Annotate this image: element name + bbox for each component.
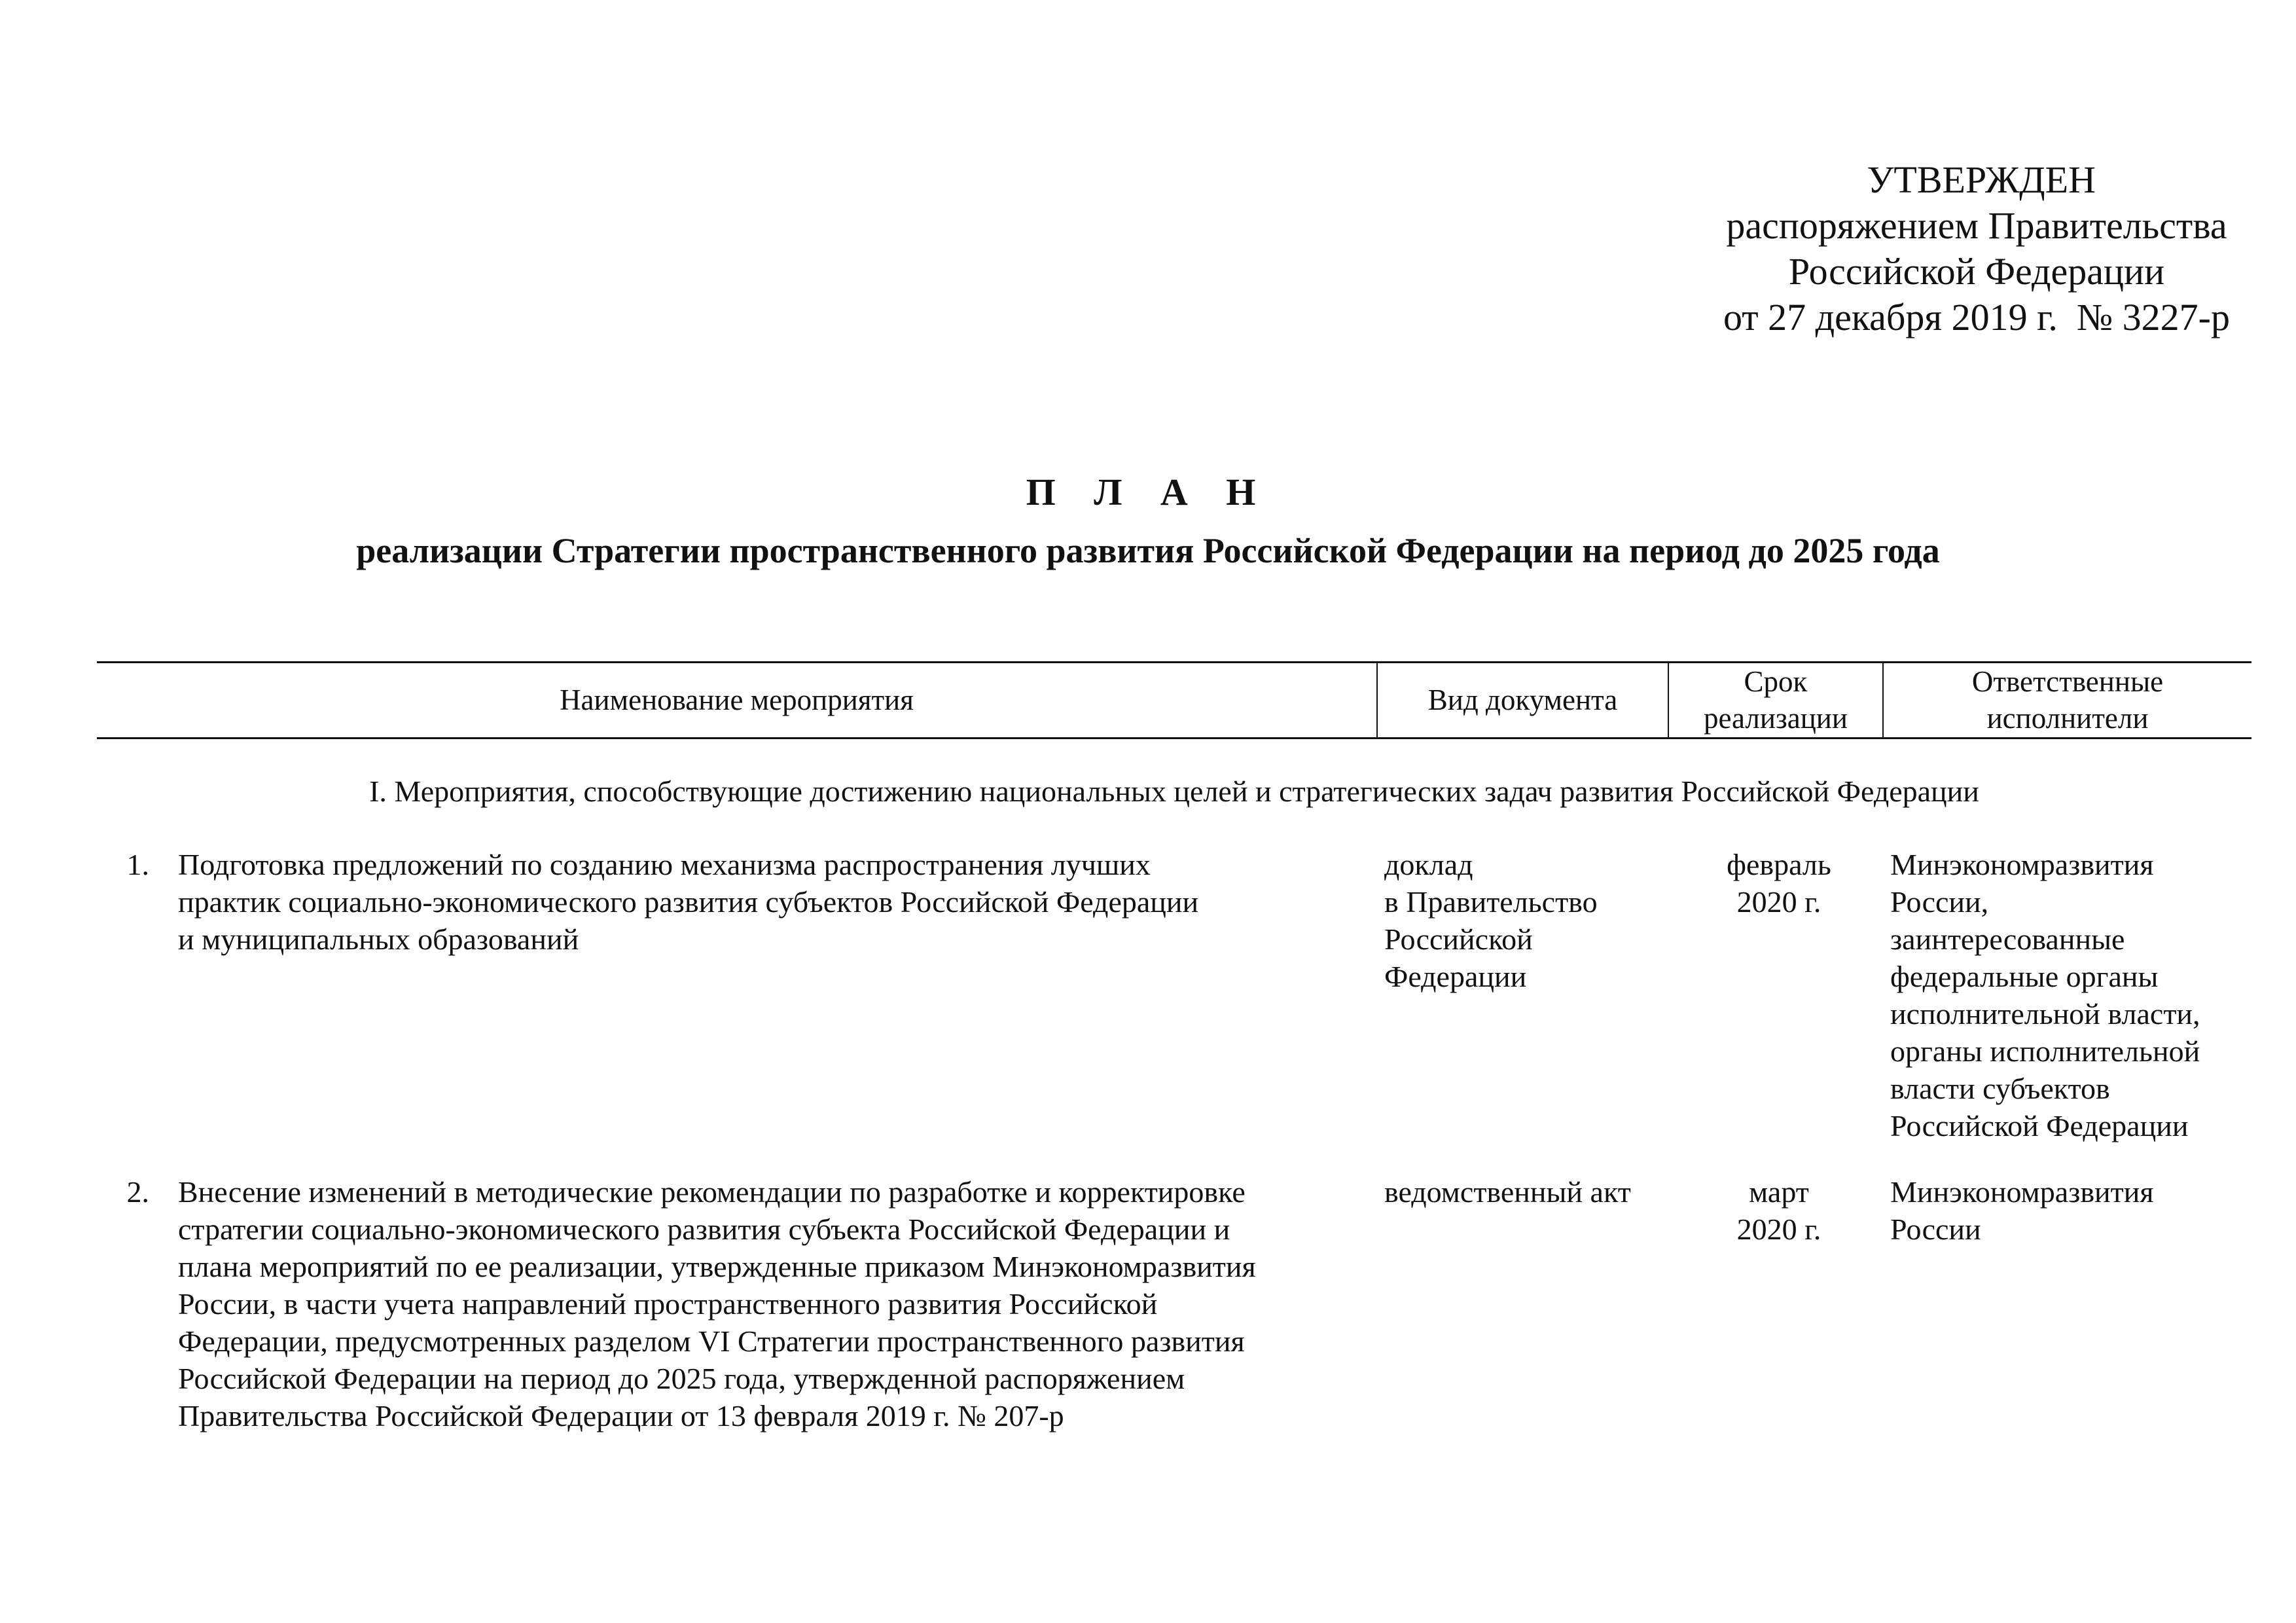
- header-doc-type-label: Вид документа: [1427, 684, 1618, 716]
- row-resp-line: власти субъектов: [1890, 1072, 2110, 1105]
- row-name-line: Российской Федерации на период до 2025 года, утвержденной распоряжением: [178, 1362, 1185, 1395]
- row-doc-type-cell: [1384, 846, 1679, 995]
- row-resp-line: заинтересованные: [1890, 922, 2125, 956]
- approval-line: распоряжением Правительства: [1726, 204, 2227, 247]
- row-term-cell: [1681, 1173, 1877, 1248]
- row-doc-line: ведомственный акт: [1384, 1175, 1631, 1209]
- row-resp-line: федеральные органы: [1890, 960, 2159, 993]
- header-name: [97, 663, 1376, 737]
- row-name-line: Подготовка предложений по созданию механизма распространения лучших: [178, 848, 1151, 881]
- row-doc-line: в Правительство: [1384, 885, 1598, 919]
- row-doc-type-cell: [1384, 1173, 1679, 1211]
- row-term-line: март: [1749, 1175, 1809, 1209]
- document-title: П Л А Н: [1026, 471, 1270, 513]
- row-name-line: Внесение изменений в методические рекомендации по разработке и корректировке: [178, 1175, 1246, 1209]
- row-name-line: плана мероприятий по ее реализации, утвержденные приказом Минэкономразвития: [178, 1250, 1256, 1283]
- approval-line: Российской Федерации: [1788, 250, 2165, 293]
- row-term-line: 2020 г.: [1736, 885, 1821, 919]
- row-number: 1.: [126, 848, 149, 881]
- header-doc-type: [1378, 663, 1668, 737]
- header-responsible-label: Ответственные: [1971, 665, 2164, 698]
- row-name-cell: [178, 846, 1376, 958]
- row-resp-line: Минэкономразвития: [1890, 1175, 2154, 1209]
- approval-block: [1702, 157, 2251, 340]
- row-name-cell: [178, 1173, 1376, 1434]
- row-name-line: практик социально-экономического развития субъектов Российской Федерации: [178, 885, 1199, 919]
- document-subtitle: реализации Стратегии пространственного развития Российской Федерации на период до 2025 года: [356, 531, 1940, 570]
- header-term-label: реализации: [1704, 702, 1848, 735]
- row-term-line: 2020 г.: [1736, 1213, 1821, 1246]
- row-resp-line: России: [1890, 1213, 1981, 1246]
- row-resp-line: исполнительной власти,: [1890, 997, 2200, 1030]
- row-doc-line: доклад: [1384, 848, 1473, 881]
- row-responsible-cell: [1890, 846, 2244, 1144]
- row-resp-line: России,: [1890, 885, 1989, 919]
- row-name-line: стратегии социально-экономического развития субъекта Российской Федерации и: [178, 1213, 1230, 1246]
- row-name-line: и муниципальных образований: [178, 922, 579, 956]
- header-responsible: [1884, 663, 2251, 737]
- header-name-label: Наименование мероприятия: [560, 684, 914, 716]
- row-doc-line: Российской: [1384, 922, 1533, 956]
- row-name-line: Правительства Российской Федерации от 13 февраля 2019 г. № 207-р: [178, 1399, 1064, 1432]
- table-header-rule: [97, 737, 2251, 739]
- row-term-line: февраль: [1727, 848, 1831, 881]
- row-responsible-cell: [1890, 1173, 2244, 1248]
- row-resp-line: органы исполнительной: [1890, 1034, 2200, 1068]
- row-name-line: Федерации, предусмотренных разделом VI Стратегии пространственного развития: [178, 1324, 1245, 1358]
- row-term-cell: [1681, 846, 1877, 921]
- row-resp-line: Минэкономразвития: [1890, 848, 2154, 881]
- approval-heading: УТВЕРЖДЕН: [1867, 158, 2096, 201]
- row-name-line: России, в части учета направлений пространственного развития Российской: [178, 1287, 1158, 1321]
- header-term: [1669, 663, 1882, 737]
- header-responsible-label: исполнители: [1986, 702, 2149, 735]
- row-doc-line: Федерации: [1384, 960, 1527, 993]
- header-term-label: Срок: [1744, 665, 1808, 698]
- row-number: 2.: [126, 1175, 149, 1209]
- section-title: I. Мероприятия, способствующие достижению национальных целей и стратегических задач развития Российской Федерации: [369, 775, 1979, 808]
- approval-date-number: от 27 декабря 2019 г. № 3227-р: [1723, 296, 2230, 338]
- row-resp-line: Российской Федерации: [1890, 1109, 2189, 1142]
